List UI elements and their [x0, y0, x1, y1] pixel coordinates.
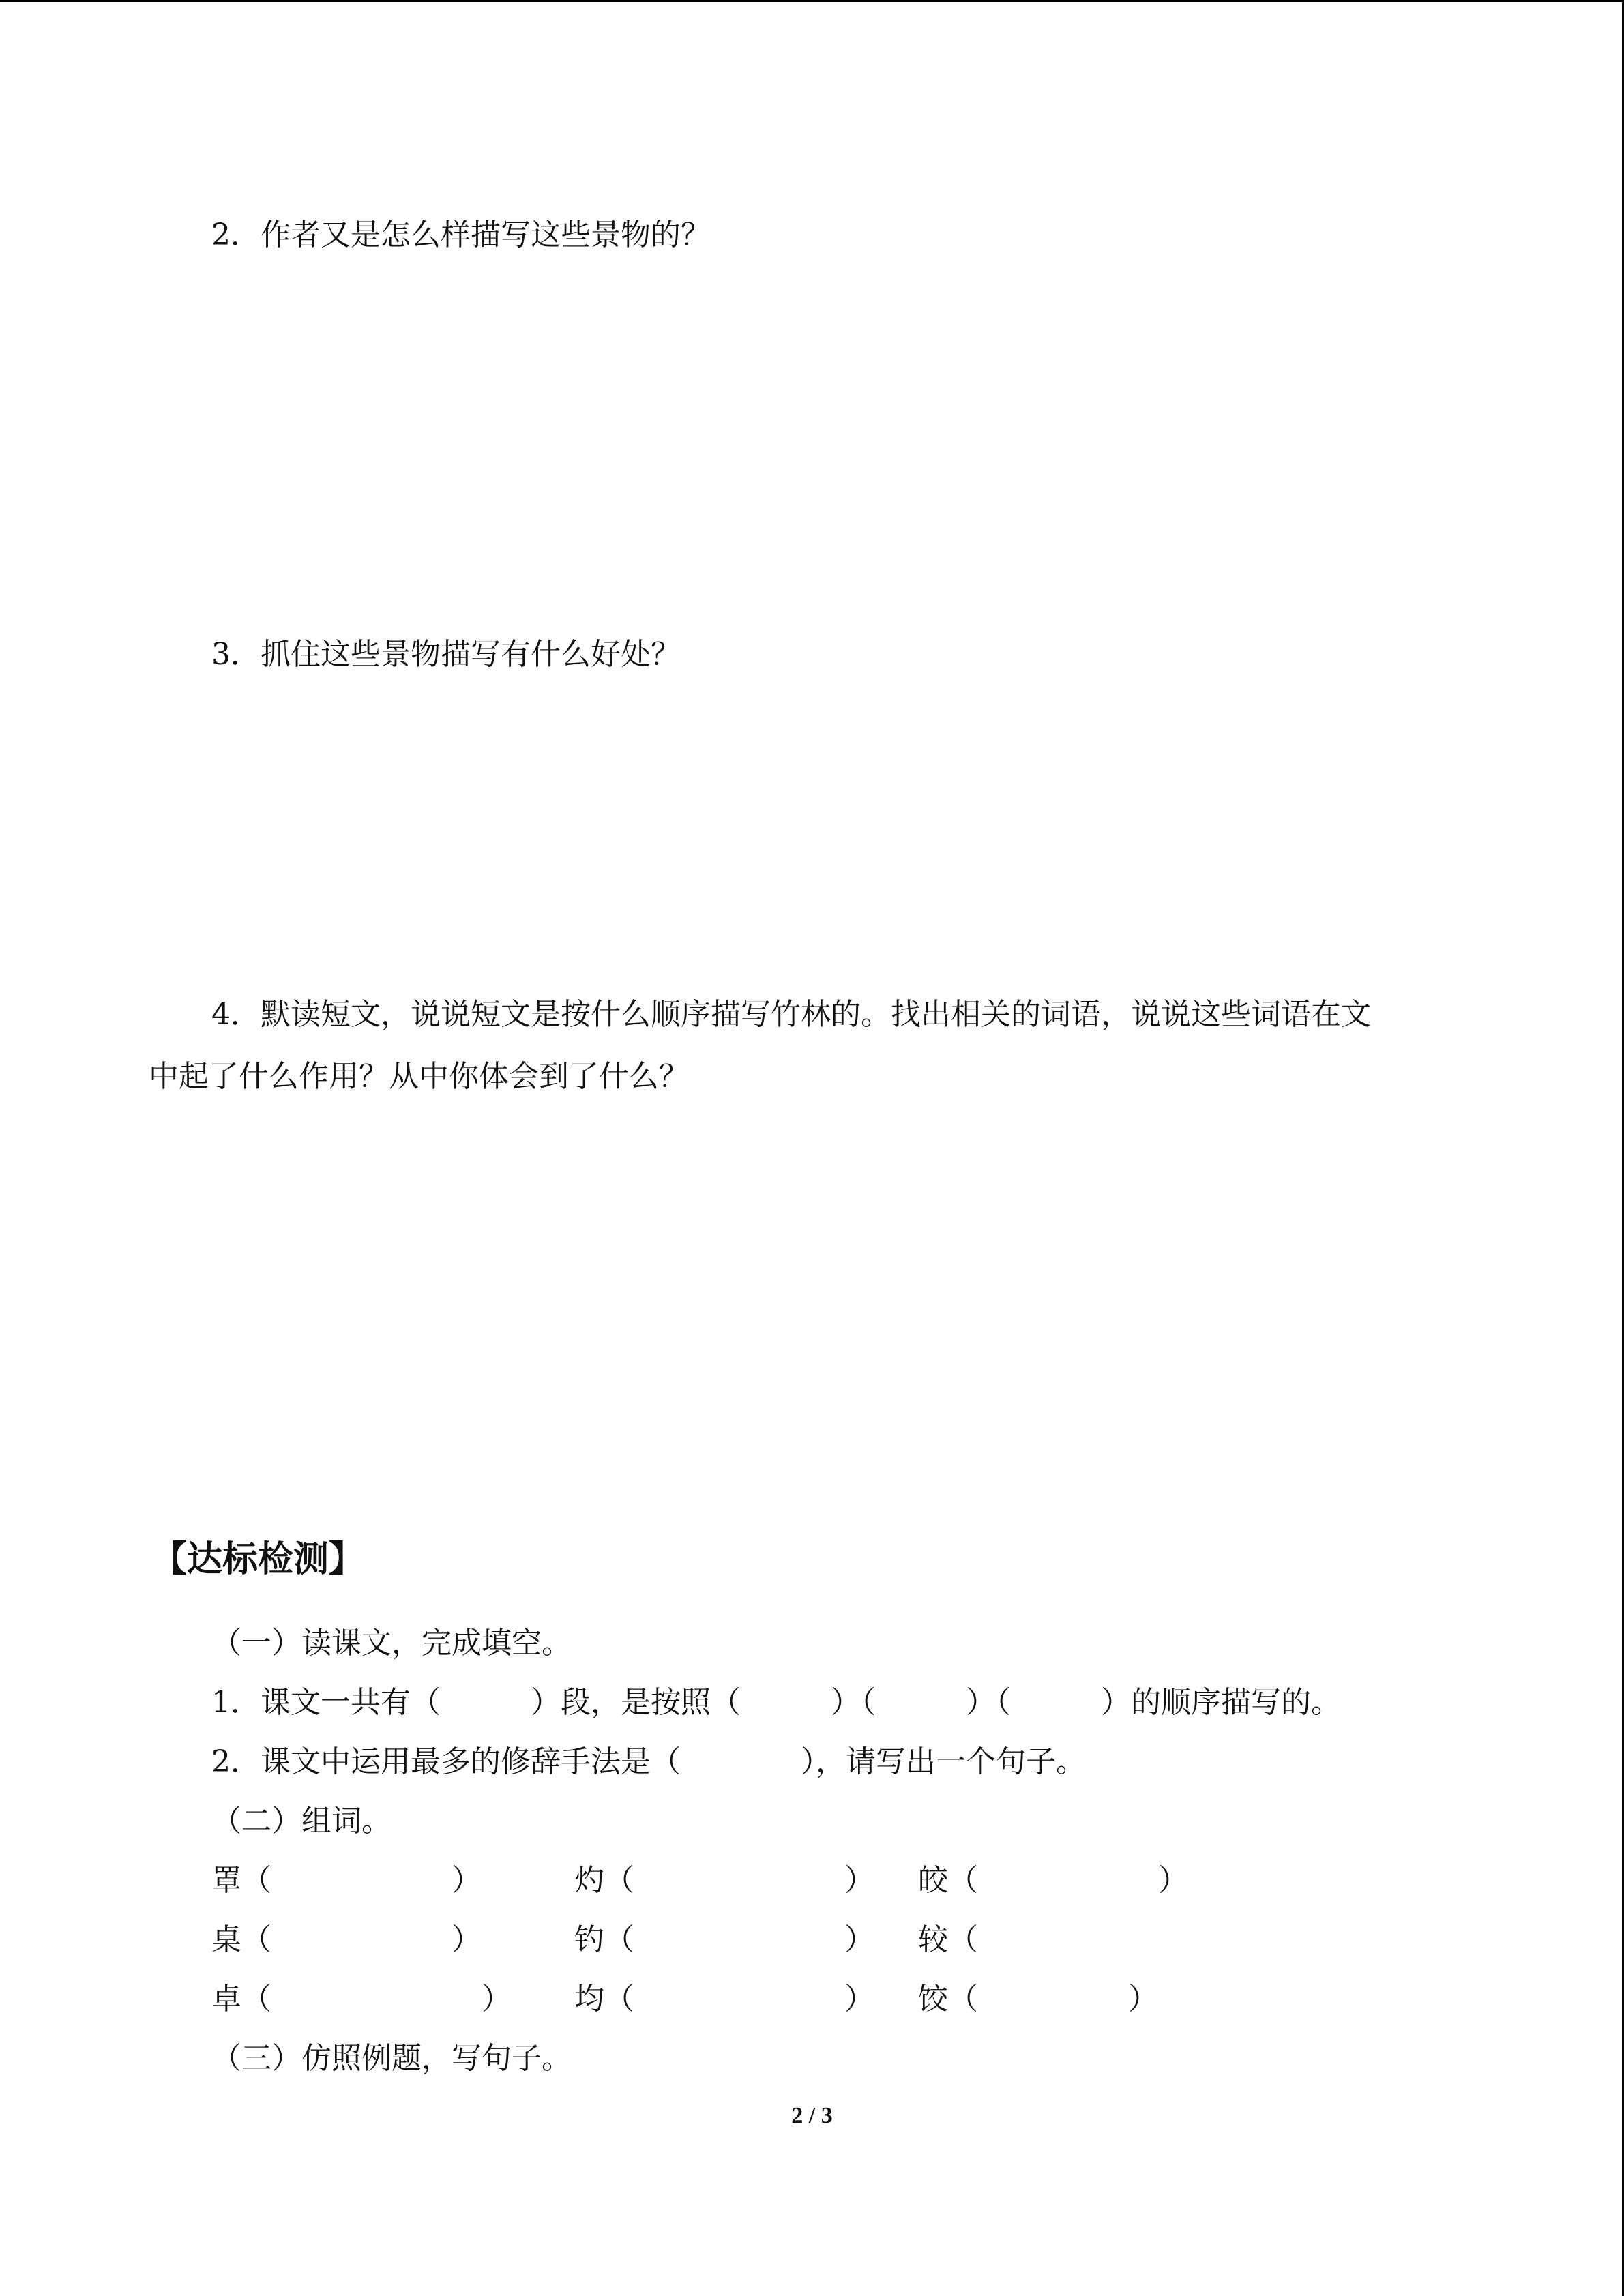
part-1-heading: （一）读课文，完成填空。 [211, 1626, 572, 1660]
top-border-line [0, 0, 1624, 2]
question-4-line-2: 中起了什么作用？从中你体会到了什么？ [149, 1059, 689, 1094]
part-3-heading: （三）仿照例题，写句子。 [211, 2041, 572, 2076]
word-cell: 钓（ ） [574, 1922, 874, 1957]
word-row [211, 1860, 1235, 1901]
word-cell: 罩（ ） [211, 1863, 482, 1898]
fill-blank-item-1: 1．课文一共有（ ）段，是按照（ ）（ ）（ ）的顺序描写的。 [211, 1685, 1341, 1720]
word-cell: 饺（ ） [918, 1982, 1158, 2016]
word-row [211, 1920, 1235, 1960]
word-cell: 桌（ ） [211, 1922, 482, 1957]
section-heading: 【达标检测】 [151, 1539, 365, 1580]
question-3: 3．抓住这些景物描写有什么好处？ [211, 637, 681, 672]
word-cell: 较（ [918, 1922, 978, 1957]
question-2: 2．作者又是怎么样描写这些景物的？ [211, 218, 711, 252]
word-cell: 皎（ ） [918, 1863, 1188, 1898]
word-row [211, 1979, 1235, 2020]
fill-blank-item-2: 2．课文中运用最多的修辞手法是（ ），请写出一个句子。 [211, 1744, 1086, 1779]
question-4-line-1: 4．默读短文，说说短文是按什么顺序描写竹林的。找出相关的词语，说说这些词语在文 [211, 997, 1371, 1032]
word-cell: 卓（ ） [211, 1982, 512, 2016]
part-2-heading: （二）组词。 [211, 1804, 392, 1838]
word-cell: 灼（ ） [574, 1863, 874, 1898]
word-cell: 均（ ） [574, 1982, 874, 2016]
page-number: 2 / 3 [791, 2103, 833, 2128]
